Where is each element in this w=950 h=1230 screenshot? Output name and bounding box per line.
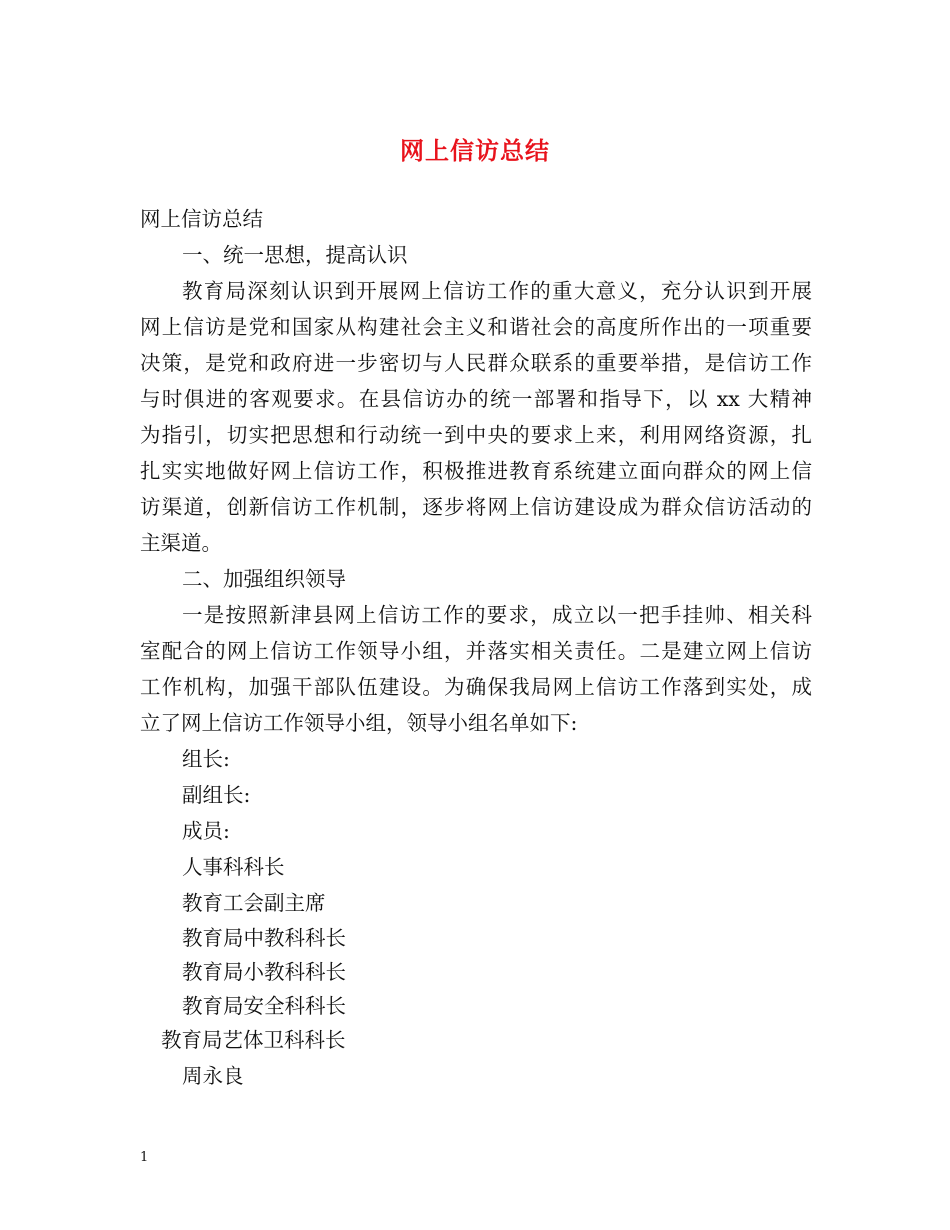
page-number: 1 [140, 1150, 149, 1165]
list-item: 教育工会副主席 [182, 891, 326, 915]
list-item: 教育局安全科科长 [182, 994, 346, 1018]
section-heading-2: 二、加强组织领导 [182, 567, 346, 591]
paragraph-line: 室配合的网上信访工作领导小组，并落实相关责任。二是建立网上信访 [140, 639, 812, 663]
list-item: 人事科科长 [182, 855, 285, 879]
paragraph-line: 为指引，切实把思想和行动统一到中央的要求上来，利用网络资源，扎 [140, 423, 812, 447]
list-item: 教育局艺体卫科科长 [161, 1028, 346, 1052]
list-item: 组长: [182, 747, 230, 771]
paragraph-line: 一是按照新津县网上信访工作的要求，成立以一把手挂帅、相关科 [182, 603, 812, 627]
section-heading-1: 一、统一思想，提高认识 [182, 243, 408, 267]
list-item: 副组长: [182, 783, 251, 807]
paragraph-line: 立了网上信访工作领导小组，领导小组名单如下: [140, 711, 578, 735]
document-title: 网上信访总结 [400, 136, 550, 165]
paragraph-line: 决策，是党和政府进一步密切与人民群众联系的重要举措，是信访工作 [140, 351, 812, 375]
paragraph-line: 访渠道，创新信访工作机制，逐步将网上信访建设成为群众信访活动的 [140, 495, 812, 519]
paragraph-line: 主渠道。 [140, 531, 222, 555]
list-item: 周永良 [182, 1064, 244, 1088]
paragraph-line: 工作机构，加强干部队伍建设。为确保我局网上信访工作落到实处，成 [140, 675, 812, 699]
subtitle-line: 网上信访总结 [140, 207, 263, 231]
paragraph-line: 教育局深刻认识到开展网上信访工作的重大意义，充分认识到开展 [182, 279, 812, 303]
paragraph-line: 与时俱进的客观要求。在县信访办的统一部署和指导下，以 xx 大精神 [140, 387, 812, 411]
list-item: 教育局中教科科长 [182, 926, 346, 950]
list-item: 成员: [182, 819, 230, 843]
paragraph-line: 扎实实地做好网上信访工作，积极推进教育系统建立面向群众的网上信 [140, 459, 812, 483]
paragraph-line: 网上信访是党和国家从构建社会主义和谐社会的高度所作出的一项重要 [140, 315, 812, 339]
list-item: 教育局小教科科长 [182, 960, 346, 984]
